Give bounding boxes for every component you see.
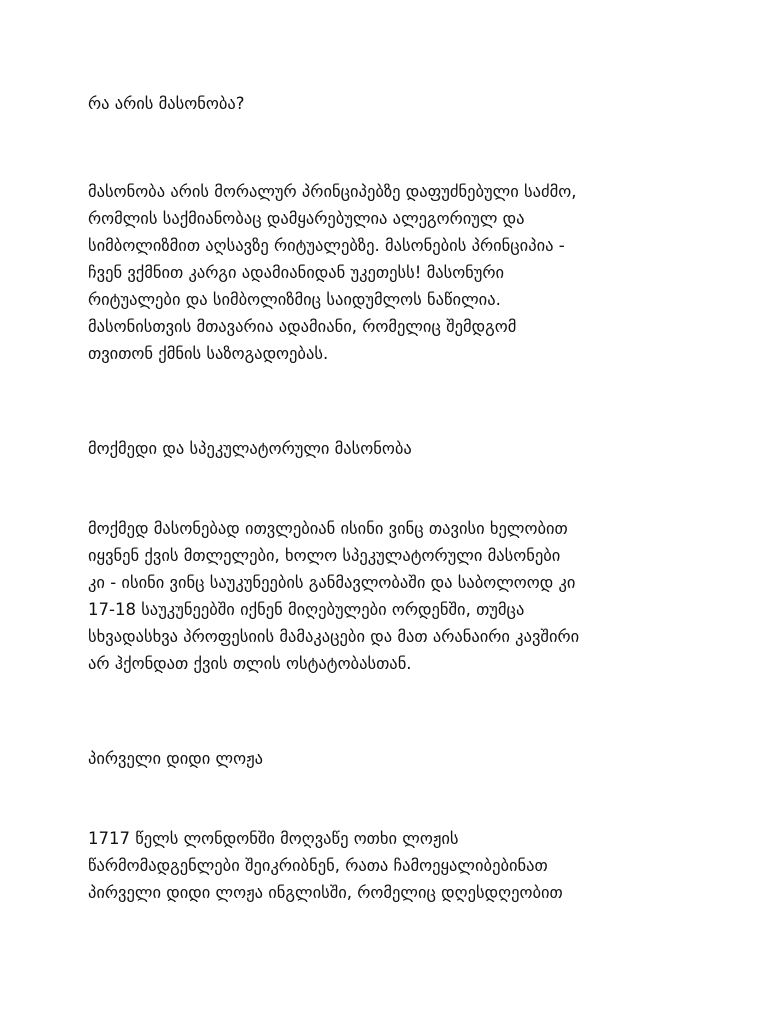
paragraph-2-line-4: 17-18 საუკუნეებში იქნენ მიღებულები ორდენში, თუმცა: [88, 600, 525, 619]
heading-operative-and-speculative: მოქმედი და სპეკულატორული მასონობა: [88, 439, 412, 458]
paragraph-3-line-3: პირველი დიდი ლოჟა ინგლისში, რომელიც დღესდღეობით: [88, 883, 563, 902]
paragraph-2-line-5: სხვადასხვა პროფესიის მამაკაცები და მათ არანაირი კავშირი: [88, 627, 580, 646]
paragraph-1-line-3: სიმბოლიზმით აღსავზე რიტუალებზე. მასონების პრინციპია -: [88, 236, 565, 255]
paragraph-1-line-7: თვითონ ქმნის საზოგადოებას.: [88, 344, 329, 363]
paragraph-2-line-6: არ ჰქონდათ ქვის თლის ოსტატობასთან.: [88, 654, 412, 673]
paragraph-1-line-1: მასონობა არის მორალურ პრინციპებზე დაფუძნებული საძმო,: [88, 182, 577, 201]
paragraph-2-line-1: მოქმედ მასონებად ითვლებიან ისინი ვინც თავისი ხელობით: [88, 519, 568, 538]
paragraph-2-line-3: კი - ისინი ვინც საუკუნეების განმავლობაში და საბოლოოდ კი: [88, 573, 576, 592]
paragraph-1-line-4: ჩვენ ვქმნით კარგი ადამიანიდან უკეთესს! მასონური: [88, 263, 505, 282]
paragraph-1-line-6: მასონისთვის მთავარია ადამიანი, რომელიც შემდგომ: [88, 317, 517, 336]
heading-what-is-masonry: რა არის მასონობა?: [88, 94, 245, 113]
paragraph-3-line-1: 1717 წელს ლონდონში მოღვაწე ოთხი ლოჟის: [88, 829, 459, 848]
paragraph-3-line-2: წარმომადგენლები შეიკრიბნენ, რათა ჩამოეყალიბებინათ: [88, 856, 548, 875]
paragraph-1-line-2: რომლის საქმიანობაც დამყარებულია ალეგორიულ და: [88, 209, 525, 228]
paragraph-2-line-2: იყვნენ ქვის მთლელები, ხოლო სპეკულატორული მასონები: [88, 546, 561, 565]
heading-first-grand-lodge: პირველი დიდი ლოჟა: [88, 749, 264, 768]
paragraph-1-line-5: რიტუალები და სიმბოლიზმიც საიდუმლოს ნაწილია.: [88, 290, 501, 309]
